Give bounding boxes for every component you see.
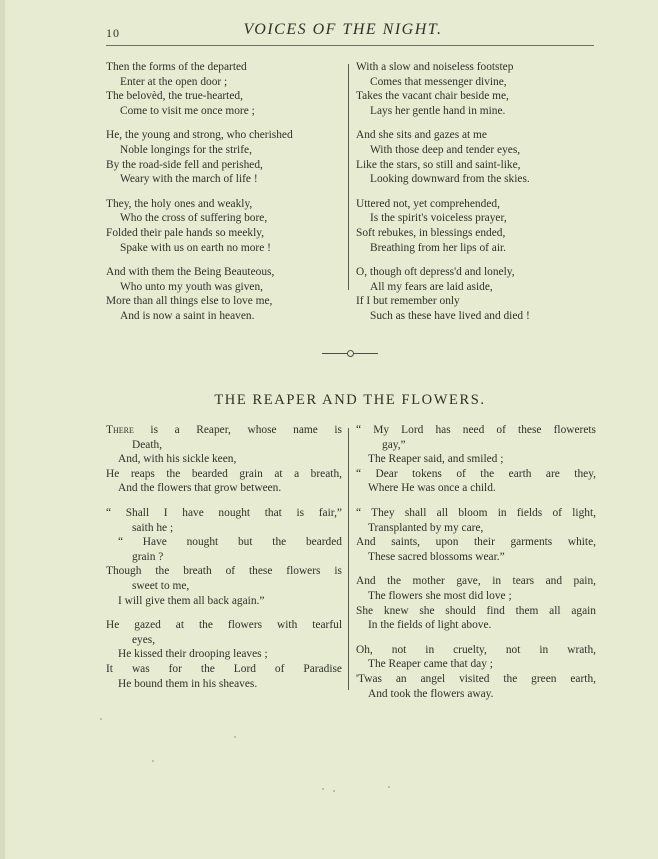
page-number: 10 xyxy=(106,26,120,40)
verse-line: Soft rebukes, in blessings ended, xyxy=(356,226,506,239)
verse-line: He kissed their drooping leaves ; xyxy=(118,648,268,661)
verse-line: And with them the Being Beauteous, xyxy=(106,266,275,279)
verse-line: Death, xyxy=(132,438,163,451)
verse-line: The Reaper said, and smiled ; xyxy=(368,453,504,466)
stanza xyxy=(356,197,596,255)
verse-line: saith he ; xyxy=(132,521,174,534)
verse-line: Weary with the march of life ! xyxy=(120,173,258,186)
verse-line: Such as these have lived and died ! xyxy=(370,309,530,322)
running-title: VOICES OF THE NIGHT. xyxy=(243,21,443,38)
verse-line: With those deep and tender eyes, xyxy=(370,143,521,156)
stanza xyxy=(106,197,344,255)
verse-line: Takes the vacant chair beside me, xyxy=(356,90,509,103)
verse-line: And saints, upon their garments white, xyxy=(356,536,596,549)
stanza xyxy=(356,506,596,564)
verse-line: eyes, xyxy=(132,633,156,646)
verse-line: And is now a saint in heaven. xyxy=(120,309,255,322)
poem-top-left-column xyxy=(106,60,344,334)
verse-line: There is a Reaper, whose name is xyxy=(106,424,342,436)
stanza xyxy=(356,128,596,186)
stanza xyxy=(106,265,344,323)
verse-line: By the road-side fell and perished, xyxy=(106,158,263,171)
verse-line: Noble longings for the strife, xyxy=(120,143,252,156)
verse-line: Is the spirit's voiceless prayer, xyxy=(370,212,507,225)
paper-speck xyxy=(388,786,390,788)
stanza xyxy=(106,60,344,118)
verse-line: gay,” xyxy=(382,438,406,451)
verse-line: Like the stars, so still and saint-like, xyxy=(356,158,521,171)
page-edge-shadow xyxy=(0,0,5,859)
verse-line: Transplanted by my care, xyxy=(368,521,484,534)
verse-line: If I but remember only xyxy=(356,295,460,308)
verse-line: grain ? xyxy=(132,550,164,563)
stanza xyxy=(356,643,596,701)
verse-line: Lays her gentle hand in mine. xyxy=(370,104,506,117)
verse-line: The belovèd, the true-hearted, xyxy=(106,90,243,103)
verse-line: Oh, not in cruelty, not in wrath, xyxy=(356,643,596,656)
verse-line: Then the forms of the departed xyxy=(106,61,247,73)
verse-line: She knew she should find them all again xyxy=(356,604,596,617)
verse-line: “ Dear tokens of the earth are they, xyxy=(356,467,596,480)
verse-line: Who unto my youth was given, xyxy=(120,280,264,293)
verse-line: With a slow and noiseless footstep xyxy=(356,61,514,73)
stanza xyxy=(356,423,596,496)
column-divider-top xyxy=(348,64,349,290)
stanza xyxy=(106,618,342,691)
stanza xyxy=(356,574,596,632)
paper-speck xyxy=(152,760,154,762)
verse-line: O, though oft depress'd and lonely, xyxy=(356,266,515,279)
verse-line: sweet to me, xyxy=(132,579,190,592)
paper-speck xyxy=(234,736,236,738)
verse-line: Spake with us on earth no more ! xyxy=(120,241,271,254)
verse-line: He bound them in his sheaves. xyxy=(118,677,258,690)
paper-speck xyxy=(322,788,324,790)
verse-line: He reaps the bearded grain at a breath, xyxy=(106,467,342,480)
verse-line: Come to visit me once more ; xyxy=(120,104,255,117)
verse-line: “ They shall all bloom in fields of light, xyxy=(356,506,596,519)
verse-line: Folded their pale hands so meekly, xyxy=(106,226,265,239)
section-title: THE REAPER AND THE FLOWERS. xyxy=(214,392,486,408)
verse-line: Comes that messenger divine, xyxy=(370,75,507,88)
verse-line: It was for the Lord of Paradise xyxy=(106,662,342,675)
verse-line: They, the holy ones and weakly, xyxy=(106,197,253,210)
verse-line: These sacred blossoms wear.” xyxy=(368,550,505,563)
verse-line: In the fields of light above. xyxy=(368,619,492,632)
poem-bottom-right-column xyxy=(356,423,596,711)
poem-bottom-left-column xyxy=(106,423,342,701)
verse-line: 'Twas an angel visited the green earth, xyxy=(356,672,596,685)
verse-line: Enter at the open door ; xyxy=(120,75,228,88)
verse-line: And the mother gave, in tears and pain, xyxy=(356,575,596,588)
verse-line: “ Have nought but the bearded xyxy=(118,536,342,549)
verse-line: And took the flowers away. xyxy=(368,687,494,700)
verse-line: He, the young and strong, who cherished xyxy=(106,129,293,142)
header-rule xyxy=(106,45,594,46)
column-divider-bottom xyxy=(348,428,349,690)
verse-line: The flowers she most did love ; xyxy=(368,589,512,602)
verse-line: “ My Lord has need of these flowerets xyxy=(356,424,596,436)
verse-line: Where He was once a child. xyxy=(368,482,496,495)
separator-ornament-icon xyxy=(347,350,354,357)
stanza xyxy=(356,265,596,323)
poem-top-right-column xyxy=(356,60,596,334)
verse-line: Breathing from her lips of air. xyxy=(370,241,507,254)
paper-speck xyxy=(333,790,335,792)
verse-line: “ Shall I have nought that is fair,” xyxy=(106,506,342,519)
verse-line: And the flowers that grow between. xyxy=(118,482,282,495)
stanza xyxy=(106,506,342,608)
stanza xyxy=(106,423,342,496)
verse-line: He gazed at the flowers with tearful xyxy=(106,619,342,632)
verse-line: I will give them all back again.” xyxy=(118,594,265,607)
verse-line: The Reaper came that day ; xyxy=(368,658,493,671)
verse-line: Who the cross of suffering bore, xyxy=(120,212,268,225)
verse-line: Though the breath of these flowers is xyxy=(106,565,342,578)
verse-line: All my fears are laid aside, xyxy=(370,280,493,293)
stanza xyxy=(356,60,596,118)
verse-line: More than all things else to love me, xyxy=(106,295,273,308)
verse-line: And she sits and gazes at me xyxy=(356,129,487,142)
paper-speck xyxy=(100,718,102,720)
verse-line: And, with his sickle keen, xyxy=(118,453,237,466)
stanza xyxy=(106,128,344,186)
verse-line: Uttered not, yet comprehended, xyxy=(356,197,500,210)
verse-line: Looking downward from the skies. xyxy=(370,173,530,186)
